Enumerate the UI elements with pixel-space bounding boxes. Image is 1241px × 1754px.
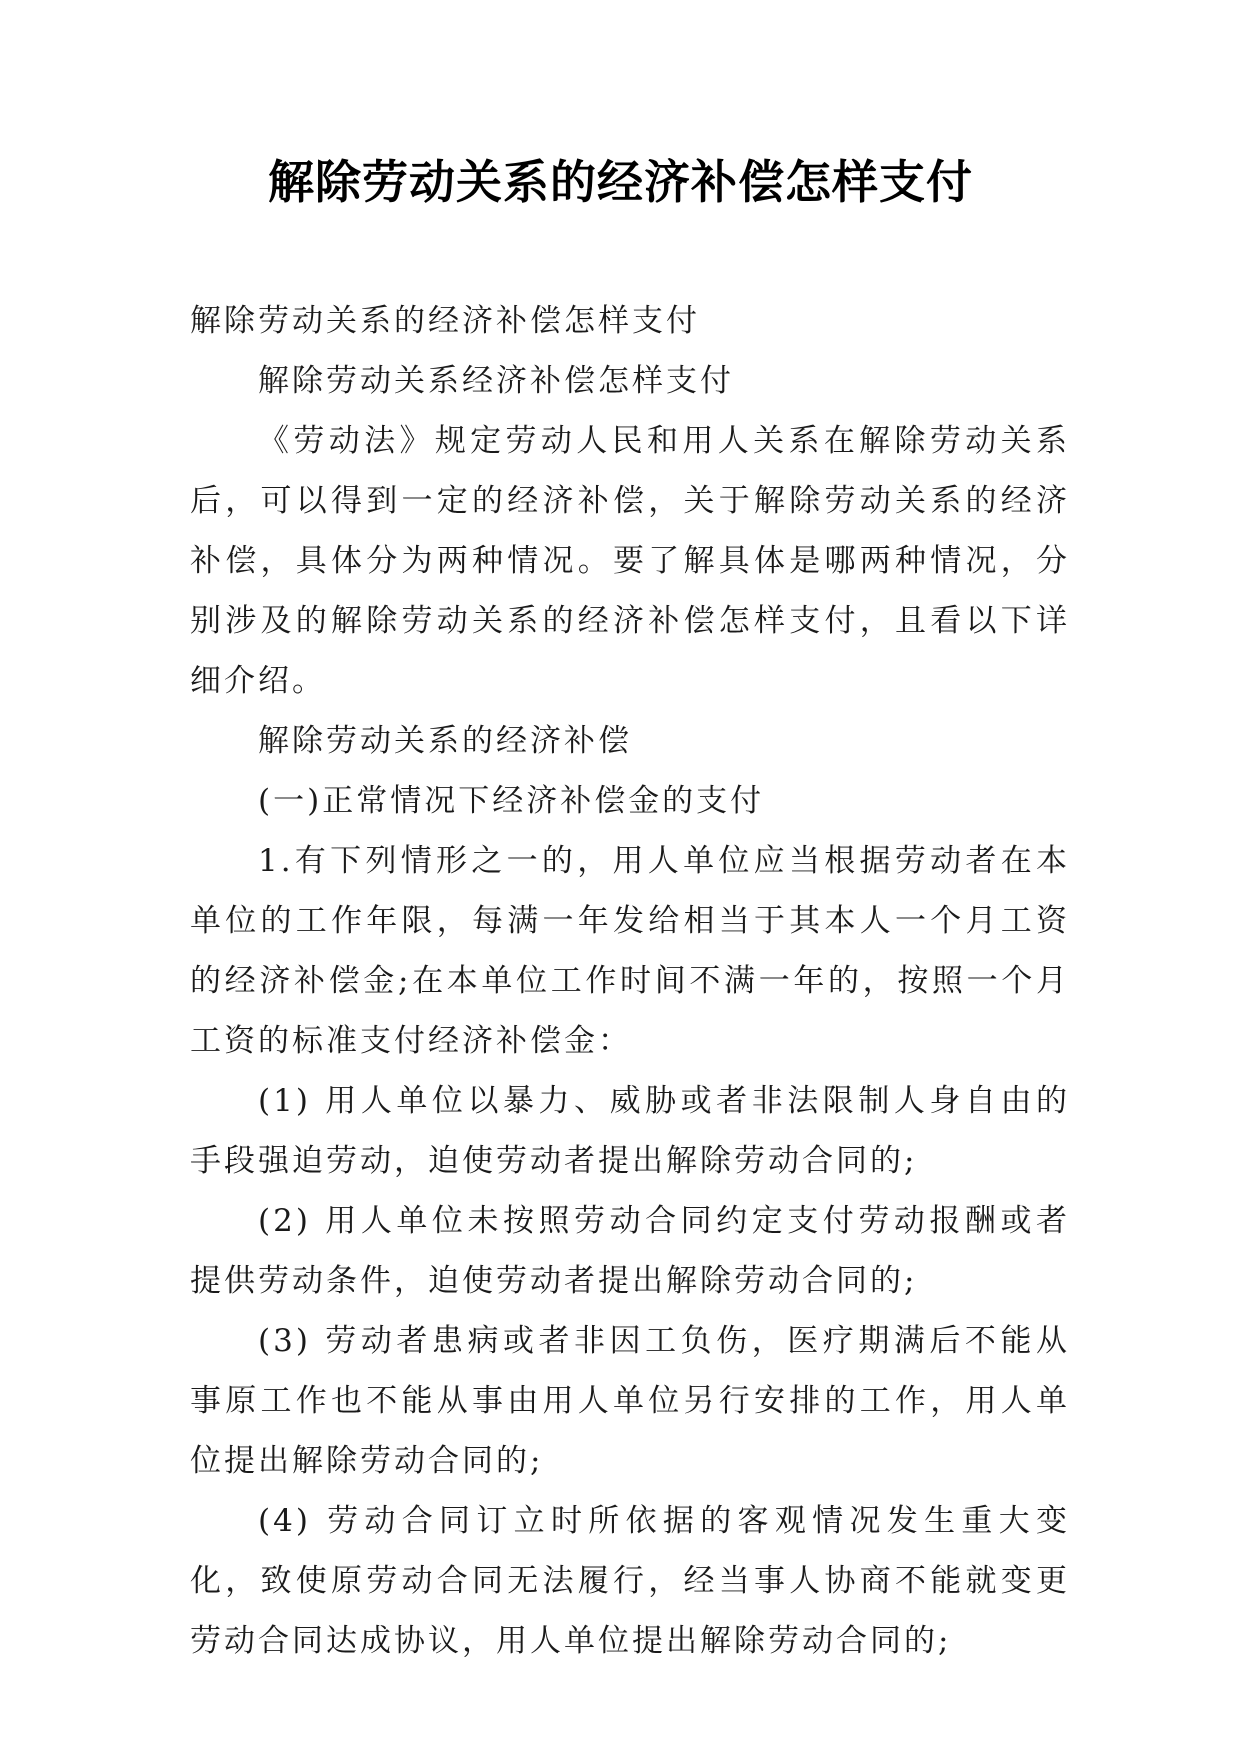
paragraph-heading-repeat: 解除劳动关系的经济补偿怎样支付 <box>190 303 700 339</box>
paragraph-item-4: (4) 劳动合同订立时所依据的客观情况发生重大变化，致使原劳动合同无法履行，经当事人协商不能就变更劳动合同达成协议，用人单位提出解除劳动合同的; <box>190 1503 1070 1659</box>
paragraph-subheading: 解除劳动关系经济补偿怎样支付 <box>258 363 734 399</box>
paragraph-section-heading: 解除劳动关系的经济补偿 <box>258 723 632 759</box>
paragraph-clause-1: 1.有下列情形之一的，用人单位应当根据劳动者在本单位的工作年限，每满一年发给相当于其本人一个月工资的经济补偿金;在本单位工作时间不满一年的，按照一个月工资的标准支付经济补偿金： <box>190 843 1070 1059</box>
paragraph-item-1: (1) 用人单位以暴力、威胁或者非法限制人身自由的手段强迫劳动，迫使劳动者提出解除劳动合同的; <box>190 1083 1070 1179</box>
paragraph-intro: 《劳动法》规定劳动人民和用人关系在解除劳动关系后，可以得到一定的经济补偿，关于解除劳动关系的经济补偿，具体分为两种情况。要了解具体是哪两种情况，分别涉及的解除劳动关系的经济补偿怎样支付，且看以下详细介绍。 <box>190 423 1070 699</box>
paragraph-item-2: (2) 用人单位未按照劳动合同约定支付劳动报酬或者提供劳动条件，迫使劳动者提出解除劳动合同的; <box>190 1203 1070 1299</box>
document-title: 解除劳动关系的经济补偿怎样支付 <box>268 155 973 209</box>
document-body <box>190 291 1070 1671</box>
paragraph-item-3: (3) 劳动者患病或者非因工负伤，医疗期满后不能从事原工作也不能从事由用人单位另行安排的工作，用人单位提出解除劳动合同的; <box>190 1323 1070 1479</box>
paragraph-subsection-heading: (一)正常情况下经济补偿金的支付 <box>258 783 765 819</box>
